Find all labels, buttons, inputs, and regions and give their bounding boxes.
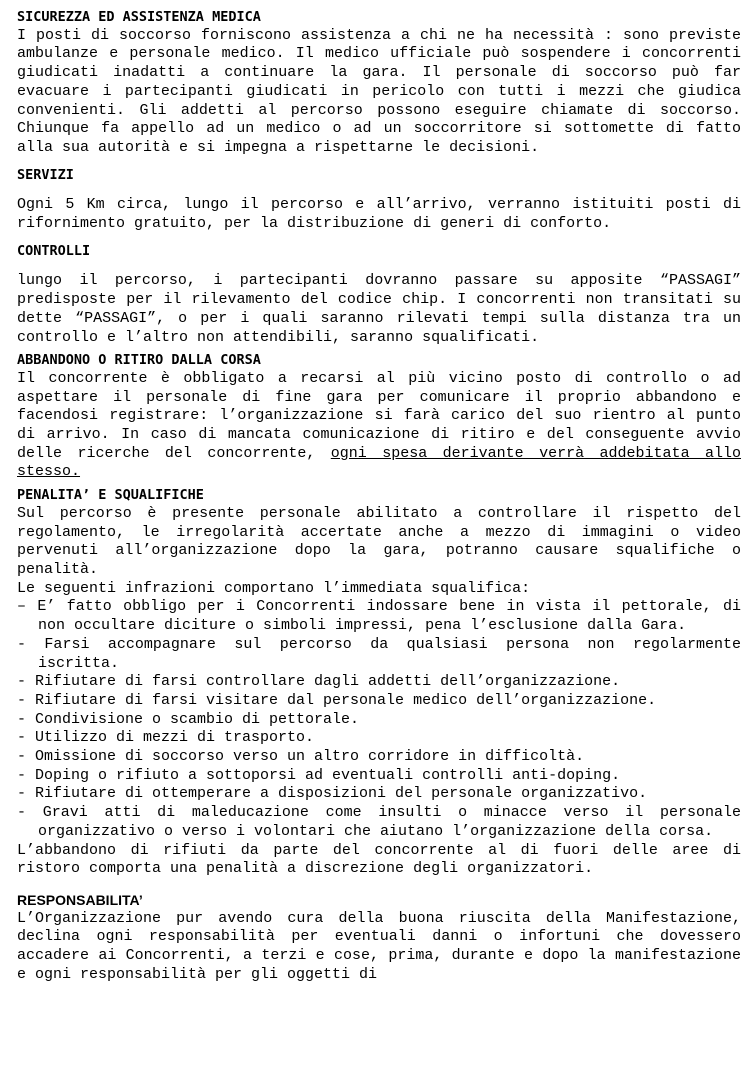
list-item: - Gravi atti di maleducazione come insulti o minacce verso il personale organizzativo o verso i volontari che aiutano l’organizzazione della corsa. — [17, 804, 741, 840]
paragraph-sicurezza: I posti di soccorso forniscono assistenza a chi ne ha necessità : sono previste ambulanze e personale medico. Il medico ufficiale può sospendere i concorrenti giudicati inadatti a continuare la gara. Il personale di soccorso può far evacuare i partecipanti giudicati in pericolo con tutti i mezzi che giudica convenienti. Gli addetti al percorso possono eseguire chiamate di soccorso. Chiunque fa appello ad un medico o ad un soccorritore si sottomette di fatto alla sua autorità e si impegna a rispettarne le decisioni. — [17, 26, 741, 156]
list-item: – E’ fatto obbligo per i Concorrenti indossare bene in vista il pettorale, di non occultare diciture o simboli impressi, pena l’esclusione dalla Gara. — [17, 598, 741, 635]
heading-sicurezza: SICUREZZA ED ASSISTENZA MEDICA — [17, 9, 261, 25]
paragraph-penalita-intro: Sul percorso è presente personale abilitato a controllare il rispetto del regolamento, le irregolarità accertate anche a mezzo di immagini o video pervenuti all’organizzazione dopo la gara, potranno causare squalifiche o penalità. — [17, 504, 741, 578]
heading-servizi: SERVIZI — [17, 166, 74, 183]
document-page — [17, 8, 741, 984]
heading-controlli: CONTROLLI — [17, 242, 91, 259]
list-item: - Rifiutare di farsi controllare dagli addetti dell’organizzazione. — [17, 673, 621, 691]
list-item: - Rifiutare di farsi visitare dal personale medico dell’organizzazione. — [17, 691, 657, 709]
paragraph-responsabilita: L’Organizzazione pur avendo cura della buona riuscita della Manifestazione, declina ogni responsabilità per eventuali danni o infortuni che dovessero accadere ai Concorrenti, a terzi e cose, prima, durante e dopo la manifestazione e ogni responsabilità per gli oggetti di — [17, 909, 741, 983]
heading-penalita: PENALITA’ E SQUALIFICHE — [17, 487, 204, 504]
paragraph-penalita-closing: L’abbandono di rifiuti da parte del concorrente al di fuori delle aree di ristoro comporta una penalità a discrezione degli organizzatori. — [17, 841, 741, 878]
list-item: - Condivisione o scambio di pettorale. — [17, 710, 360, 728]
infractions-list — [17, 598, 741, 841]
list-item: - Utilizzo di mezzi di trasporto. — [17, 729, 315, 747]
abbandono-underlined-text: ogni spesa derivante verrà addebitata allo stesso. — [17, 444, 742, 481]
paragraph-controlli: lungo il percorso, i partecipanti dovranno passare su apposite “PASSAGI” predisposte per il rilevamento del codice chip. I concorrenti non transitati su dette “PASSAGI”, o per i quali saranno rilevati tempi sulla distanza tra un controllo e l’altro non attendibili, saranno squalificati. — [17, 272, 741, 346]
list-item: - Rifiutare di ottemperare a disposizioni del personale organizzativo. — [17, 785, 648, 803]
paragraph-servizi: Ogni 5 Km circa, lungo il percorso e all’arrivo, verranno istituiti posti di rifornimento gratuito, per la distribuzione di generi di conforto. — [17, 196, 741, 233]
list-item: - Doping o rifiuto a sottoporsi ad eventuali controlli anti-doping. — [17, 766, 621, 784]
heading-responsabilita: RESPONSABILITA’ — [17, 891, 143, 908]
heading-abbandono: ABBANDONO O RITIRO DALLA CORSA — [17, 352, 261, 369]
list-item: - Omissione di soccorso verso un altro corridore in difficoltà. — [17, 748, 585, 766]
paragraph-penalita-lead: Le seguenti infrazioni comportano l’immediata squalifica: — [17, 579, 531, 597]
list-item: - Farsi accompagnare sul percorso da qualsiasi persona non regolarmente iscritta. — [17, 635, 741, 672]
abbandono-text: Il concorrente è obbligato a recarsi al più vicino posto di controllo o ad aspettare il personale di fine gara per comunicare il proprio abbandono e facendosi registrare: l’organizzazione si farà carico del suo rientro al punto di arrivo. In caso di mancata comunicazione di ritiro e del conseguente avvio delle ricerche del concorrente, — [17, 369, 741, 462]
paragraph-abbandono — [17, 370, 741, 482]
